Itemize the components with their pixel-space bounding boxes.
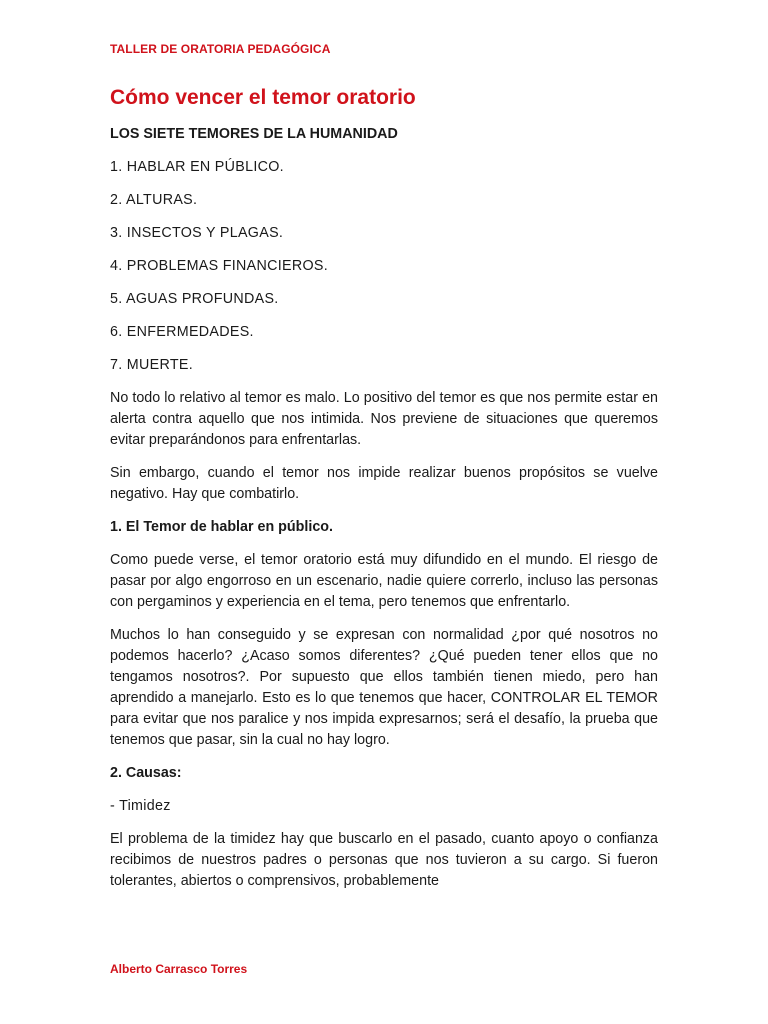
section-paragraph: El problema de la timidez hay que buscarlo en el pasado, cuanto apoyo o confianza recibimos de nuestros padres o personas que nos tuvieron a su cargo. Si fueron tolerantes, abiertos o comprensivos, probablemente bbox=[110, 831, 658, 889]
section-paragraph: Muchos lo han conseguido y se expresan con normalidad ¿por qué nosotros no podemos hacerlo? ¿Acaso somos diferentes? ¿Qué pueden tener ellos que no tengamos nosotros?. Por supuesto que ellos también tienen miedo, pero han aprendido a manejarlo. Esto es lo que tenemos que hacer, CONTROLAR EL TEMOR para evitar que nos paralice y nos impida expresarnos; será el desafío, la prueba que tenemos que pasar, sin la cual no hay logro. bbox=[110, 627, 658, 748]
section-heading: 1. El Temor de hablar en público. bbox=[110, 519, 333, 535]
list-item: 5. AGUAS PROFUNDAS. bbox=[110, 291, 279, 307]
fears-list bbox=[110, 157, 658, 376]
section-heading: 2. Causas: bbox=[110, 765, 182, 781]
document-body bbox=[110, 124, 658, 904]
list-item: 3. INSECTOS Y PLAGAS. bbox=[110, 225, 284, 241]
list-item: 6. ENFERMEDADES. bbox=[110, 324, 254, 340]
running-header: TALLER DE ORATORIA PEDAGÓGICA bbox=[110, 42, 331, 56]
fears-subheading: LOS SIETE TEMORES DE LA HUMANIDAD bbox=[110, 126, 398, 142]
footer-author: Alberto Carrasco Torres bbox=[110, 962, 248, 976]
cause-item: - Timidez bbox=[110, 798, 171, 814]
page-title: Cómo vencer el temor oratorio bbox=[110, 86, 416, 109]
list-item: 4. PROBLEMAS FINANCIEROS. bbox=[110, 258, 329, 274]
list-item: 1. HABLAR EN PÚBLICO. bbox=[110, 159, 284, 175]
section-paragraph: Como puede verse, el temor oratorio está muy difundido en el mundo. El riesgo de pasar por algo engorroso en un escenario, nadie quiere correrlo, incluso las personas con pergaminos y experiencia en el tema, pero tenemos que enfrentarlo. bbox=[110, 552, 658, 610]
list-item: 2. ALTURAS. bbox=[110, 192, 198, 208]
list-item: 7. MUERTE. bbox=[110, 357, 193, 373]
intro-paragraph: Sin embargo, cuando el temor nos impide realizar buenos propósitos se vuelve negativo. Hay que combatirlo. bbox=[110, 465, 658, 502]
intro-paragraph: No todo lo relativo al temor es malo. Lo positivo del temor es que nos permite estar en alerta contra aquello que nos intimida. Nos previene de situaciones que queremos evitar preparándonos para enfrentarlas. bbox=[110, 390, 658, 448]
